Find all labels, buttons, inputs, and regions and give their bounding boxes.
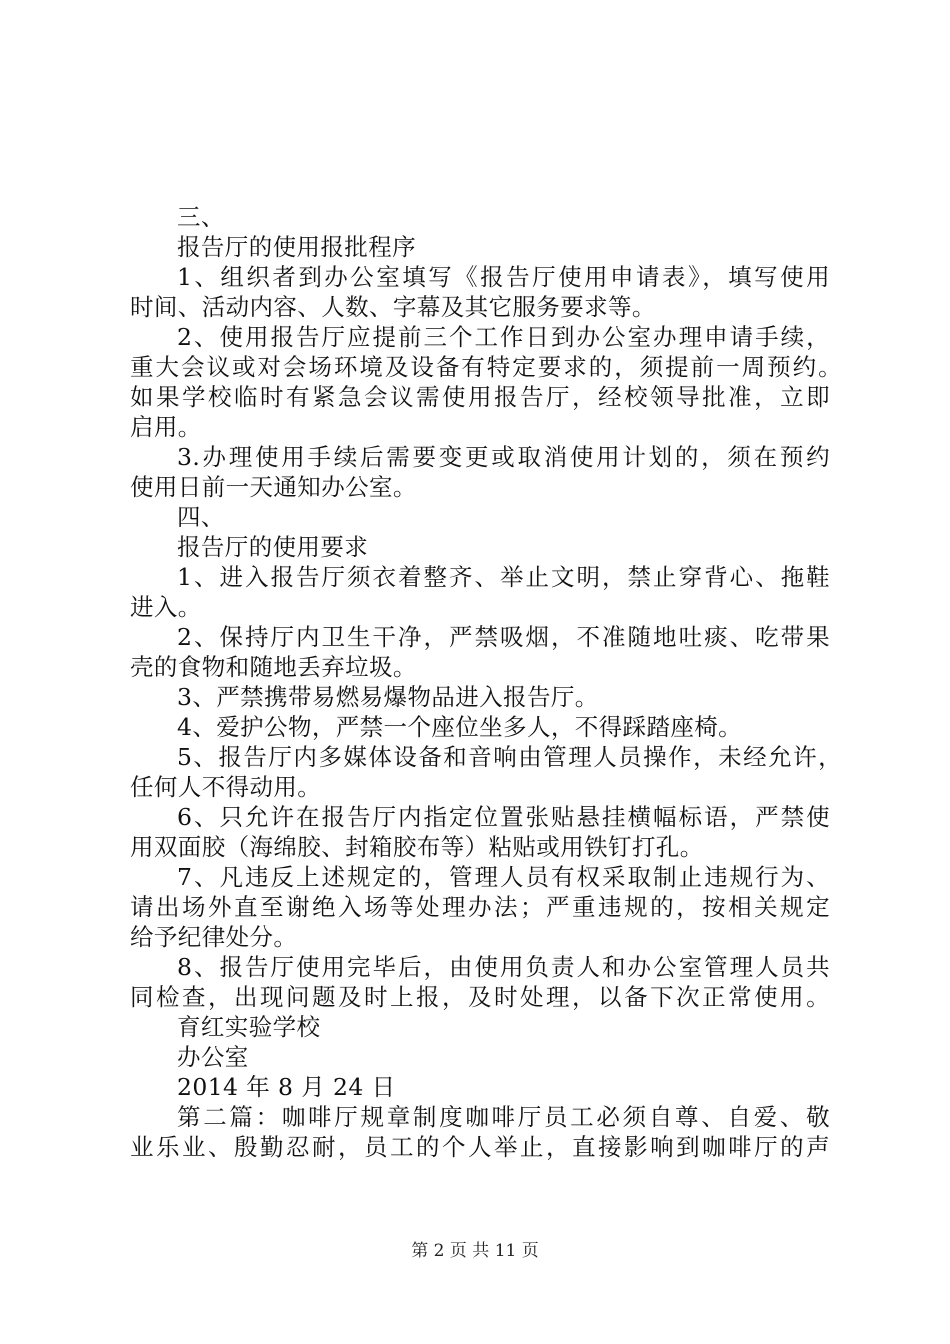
section-heading: 报告厅的使用报批程序 [177,233,416,261]
paragraph-line: 3.办理使用手续后需要变更或取消使用计划的，须在预约 [177,443,830,471]
paragraph-line: 如果学校临时有紧急会议需使用报告厅，经校领导批准，立即 [130,383,830,411]
signature-office: 办公室 [177,1043,249,1071]
paragraph-line: 用双面胶（海绵胶、封箱胶布等）粘贴或用铁钉打孔。 [130,833,704,861]
paragraph-line: 给予纪律处分。 [130,923,298,951]
paragraph-line: 业乐业、殷勤忍耐，员工的个人举止，直接影响到咖啡厅的声 [130,1133,830,1161]
paragraph-line: 任何人不得动用。 [130,773,322,801]
paragraph-line: 启用。 [130,413,202,441]
paragraph-line: 请出场外直至谢绝入场等处理办法；严重违规的，按相关规定 [130,893,830,921]
paragraph-line: 7、凡违反上述规定的，管理人员有权采取制止违规行为、 [177,863,830,891]
section-heading-number: 三、 [177,203,225,231]
paragraph-line: 2、使用报告厅应提前三个工作日到办公室办理申请手续， [177,323,830,351]
page-number-footer: 第 2 页 共 11 页 [411,1241,539,1261]
section-heading-number: 四、 [177,503,225,531]
paragraph-line: 时间、活动内容、人数、字幕及其它服务要求等。 [130,293,656,321]
signature-date: 2014 年 8 月 24 日 [177,1073,396,1101]
paragraph-line: 5、报告厅内多媒体设备和音响由管理人员操作，未经允许， [177,743,842,771]
section-heading: 报告厅的使用要求 [177,533,369,561]
paragraph-line: 壳的食物和随地丢弃垃圾。 [130,653,417,681]
paragraph-line: 4、爱护公物，严禁一个座位坐多人，不得踩踏座椅。 [177,713,743,741]
paragraph-line: 2、保持厅内卫生干净，严禁吸烟，不准随地吐痰、吃带果 [177,623,830,651]
paragraph-line: 进入。 [130,593,202,621]
paragraph-line: 1、进入报告厅须衣着整齐、举止文明，禁止穿背心、拖鞋 [177,563,830,591]
paragraph-line: 1、组织者到办公室填写《报告厅使用申请表》，填写使用 [177,263,830,291]
paragraph-line: 8、报告厅使用完毕后，由使用负责人和办公室管理人员共 [177,953,830,981]
paragraph-line: 重大会议或对会场环境及设备有特定要求的，须提前一周预约。 [130,353,842,381]
paragraph-line: 同检查，出现问题及时上报，及时处理，以备下次正常使用。 [130,983,830,1011]
paragraph-line: 使用日前一天通知办公室。 [130,473,417,501]
signature-school: 育红实验学校 [177,1013,321,1041]
paragraph-line: 6、只允许在报告厅内指定位置张贴悬挂横幅标语，严禁使 [177,803,830,831]
paragraph-line: 3、严禁携带易燃易爆物品进入报告厅。 [177,683,599,711]
paragraph-line: 第二篇：咖啡厅规章制度咖啡厅员工必须自尊、自爱、敬 [177,1103,830,1131]
